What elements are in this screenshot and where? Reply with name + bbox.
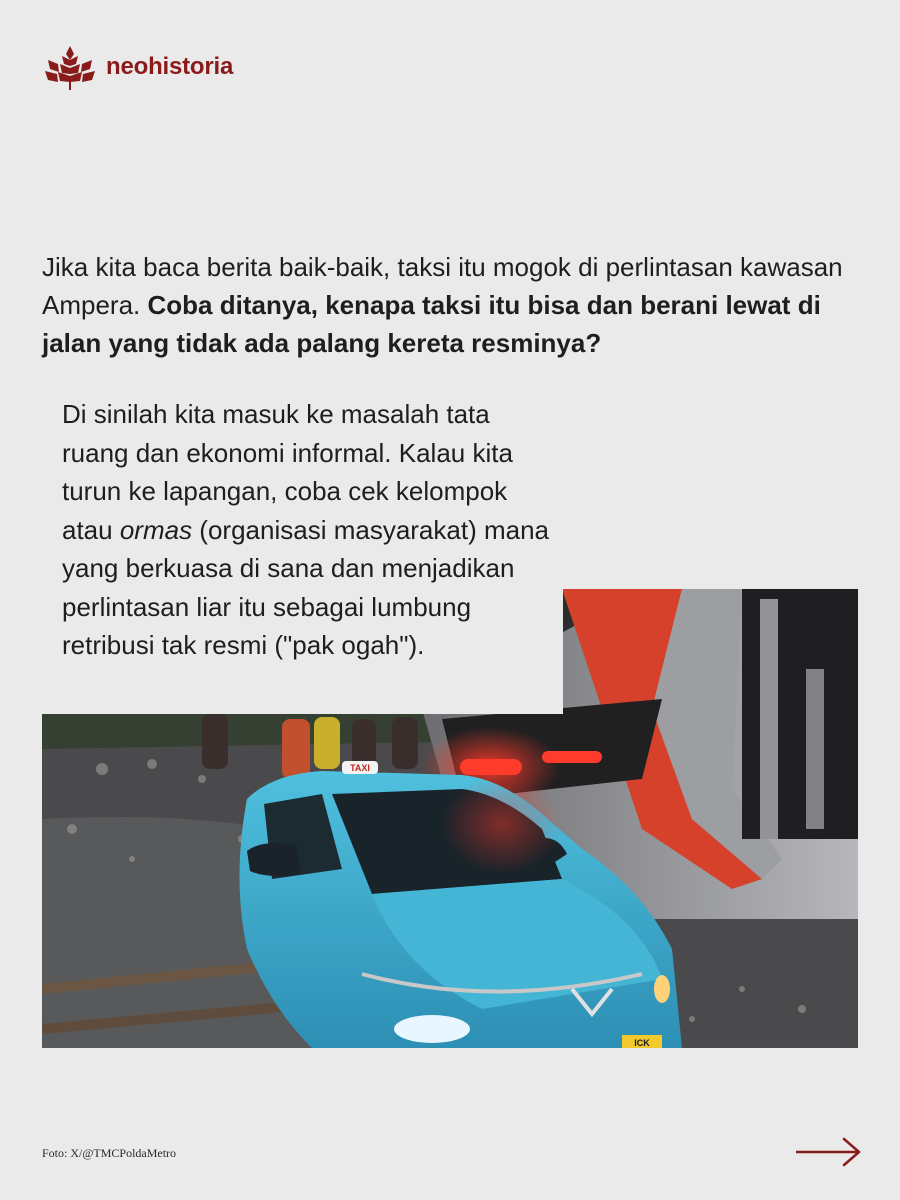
quote-text-part1: Di sinilah kita masuk ke masalah tata ruang dan ekonomi informal. Kalau kita turun ke lapangan, coba cek kelompok atau	[62, 399, 513, 545]
taxi-sign-text: TAXI	[350, 763, 370, 773]
lead-bold-text: Coba ditanya, kenapa taksi itu bisa dan berani lewat di jalan yang tidak ada palang kereta resminya?	[42, 290, 821, 358]
photo-credit: Foto: X/@TMCPoldaMetro	[42, 1146, 177, 1160]
wheat-leaf-logo-icon	[42, 42, 98, 92]
quote-text-part2: (organisasi masyarakat) mana yang berkuasa di sana dan menjadikan perlintasan liar itu sebagai lumbung retribusi tak resmi ("pak ogah").	[62, 514, 549, 660]
brand-logo	[42, 42, 233, 92]
quote-paragraph	[62, 395, 552, 665]
next-slide-button[interactable]	[794, 1134, 862, 1170]
brand-name: neohistoria	[106, 53, 234, 80]
arrow-right-icon	[794, 1134, 862, 1170]
quote-italic-term: ormas	[119, 514, 193, 545]
lead-normal-text: Jika kita baca berita baik-baik, taksi itu mogok di perlintasan kawasan Ampera.	[42, 252, 843, 320]
lead-paragraph	[42, 248, 872, 362]
license-plate-text: ICK	[634, 1038, 650, 1048]
